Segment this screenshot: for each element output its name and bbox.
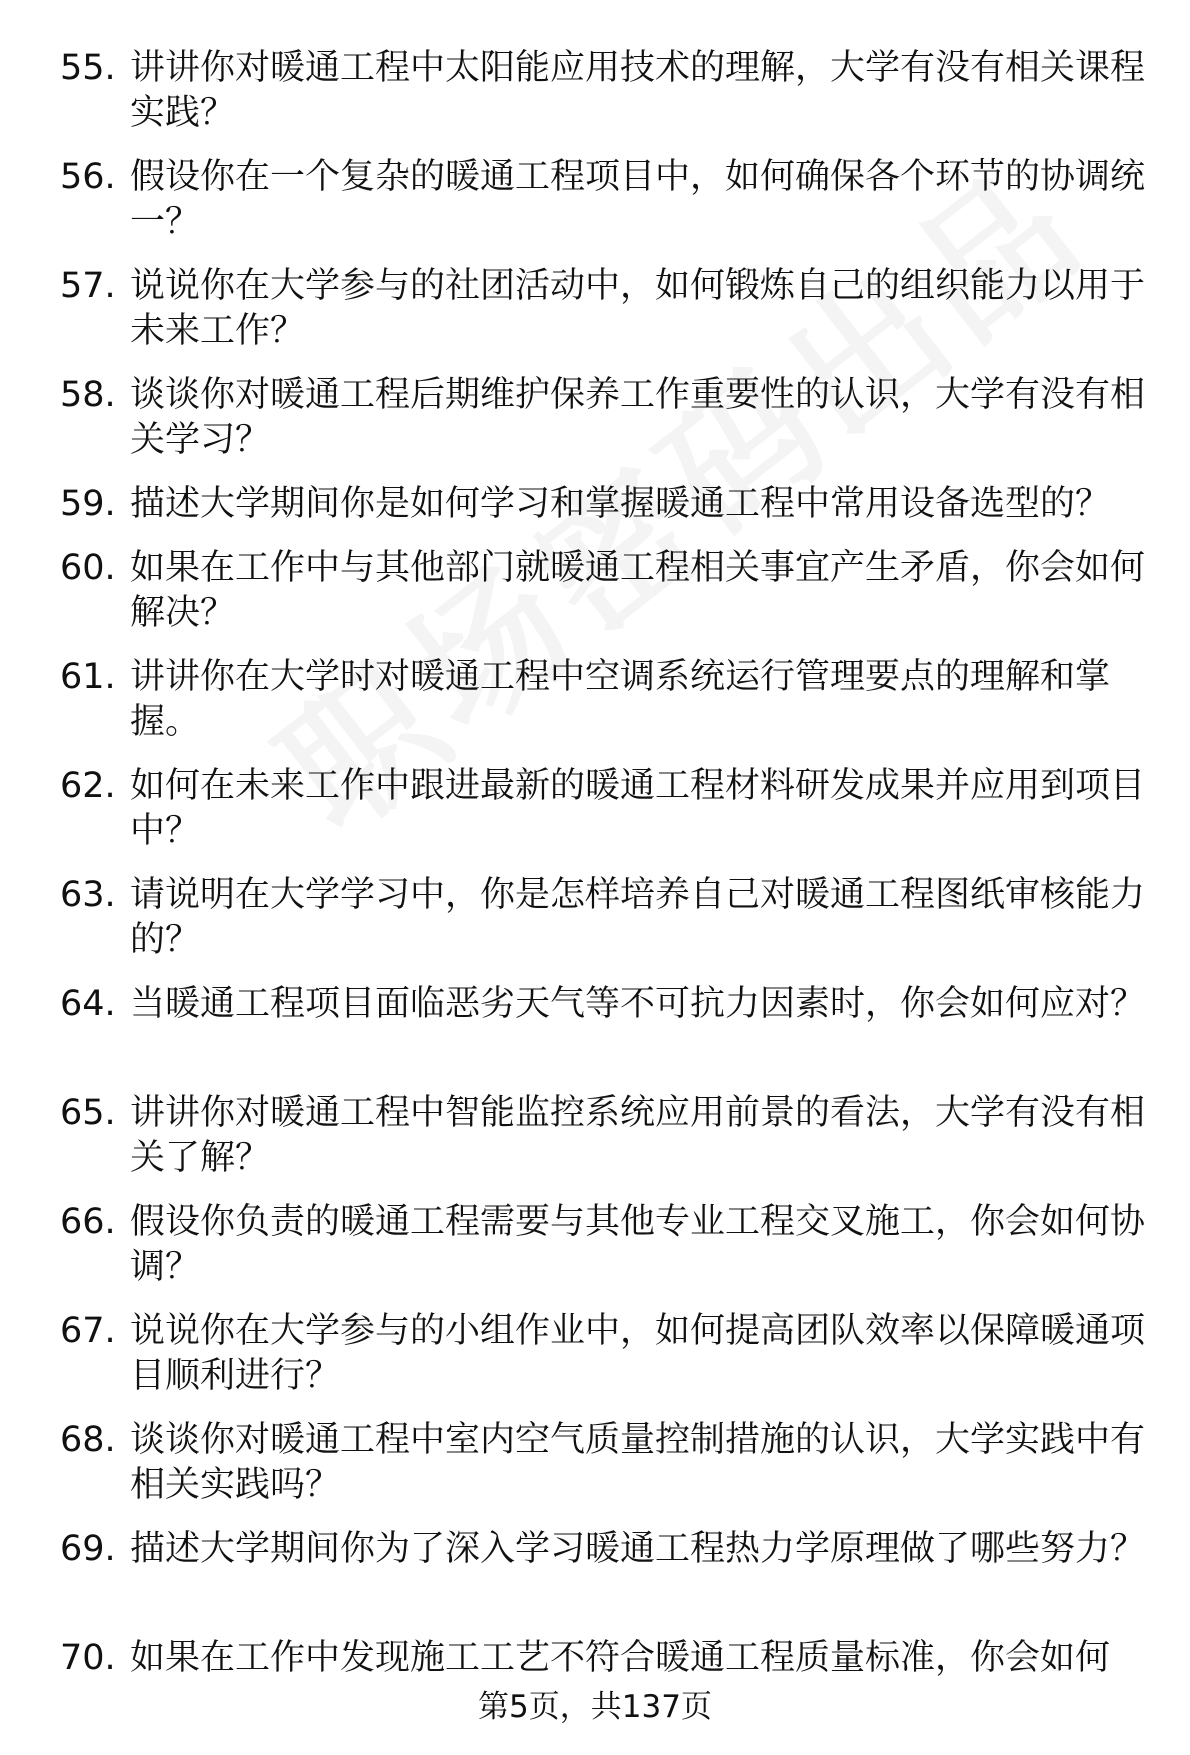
question-item-66 [60, 1200, 1150, 1290]
question-text: 请说明在大学学习中，你是怎样培养自己对暖通工程图纸审核能力的？ [130, 875, 1146, 960]
question-number: 68. [60, 1420, 116, 1460]
question-number: 67. [60, 1311, 116, 1351]
question-number: 61. [60, 657, 116, 697]
question-text: 当暖通工程项目面临恶劣天气等不可抗力因素时，你会如何应对？ [130, 984, 1146, 1024]
question-text: 谈谈你对暖通工程中室内空气质量控制措施的认识，大学实践中有相关实践吗？ [130, 1420, 1146, 1505]
question-list [60, 46, 1150, 1700]
question-item-67 [60, 1309, 1150, 1399]
question-text: 如何在未来工作中跟进最新的暖通工程材料研发成果并应用到项目中？ [130, 766, 1146, 851]
page-number: 第5页，共137页 [478, 1689, 712, 1725]
question-text: 描述大学期间你为了深入学习暖通工程热力学原理做了哪些努力？ [130, 1529, 1146, 1569]
question-item-70 [60, 1636, 1150, 1681]
question-text: 如果在工作中发现施工工艺不符合暖通工程质量标准，你会如何 [130, 1638, 1111, 1678]
question-item-62 [60, 764, 1150, 854]
question-item-68 [60, 1418, 1150, 1508]
question-number: 66. [60, 1202, 116, 1242]
question-number: 58. [60, 375, 116, 415]
question-item-58 [60, 373, 1150, 463]
question-text: 假设你负责的暖通工程需要与其他专业工程交叉施工，你会如何协调？ [130, 1202, 1146, 1287]
question-text: 讲讲你在大学时对暖通工程中空调系统运行管理要点的理解和掌握。 [130, 657, 1111, 742]
question-item-69 [60, 1527, 1150, 1617]
question-text: 如果在工作中与其他部门就暖通工程相关事宜产生矛盾，你会如何解决？ [130, 548, 1146, 633]
question-text: 说说你在大学参与的社团活动中，如何锻炼自己的组织能力以用于未来工作？ [130, 266, 1146, 351]
question-item-63 [60, 873, 1150, 963]
question-text: 说说你在大学参与的小组作业中，如何提高团队效率以保障暖通项目顺利进行？ [130, 1311, 1146, 1396]
question-number: 55. [60, 48, 116, 88]
question-item-55 [60, 46, 1150, 136]
question-text: 假设你在一个复杂的暖通工程项目中，如何确保各个环节的协调统一？ [130, 157, 1146, 242]
question-item-61 [60, 655, 1150, 745]
question-number: 70. [60, 1638, 116, 1678]
question-number: 60. [60, 548, 116, 588]
question-text: 谈谈你对暖通工程后期维护保养工作重要性的认识，大学有没有相关学习？ [130, 375, 1146, 460]
question-text: 描述大学期间你是如何学习和掌握暖通工程中常用设备选型的？ [130, 484, 1111, 524]
question-item-57 [60, 264, 1150, 354]
question-item-64 [60, 982, 1150, 1072]
question-number: 64. [60, 984, 116, 1024]
question-number: 56. [60, 157, 116, 197]
question-number: 62. [60, 766, 116, 806]
question-item-59 [60, 482, 1150, 527]
question-number: 65. [60, 1093, 116, 1133]
question-item-56 [60, 155, 1150, 245]
question-text: 讲讲你对暖通工程中智能监控系统应用前景的看法，大学有没有相关了解？ [130, 1093, 1146, 1178]
question-number: 57. [60, 266, 116, 306]
question-text: 讲讲你对暖通工程中太阳能应用技术的理解，大学有没有相关课程实践？ [130, 48, 1146, 133]
question-item-60 [60, 546, 1150, 636]
question-number: 59. [60, 484, 116, 524]
question-number: 69. [60, 1529, 116, 1569]
question-item-65 [60, 1091, 1150, 1181]
question-number: 63. [60, 875, 116, 915]
